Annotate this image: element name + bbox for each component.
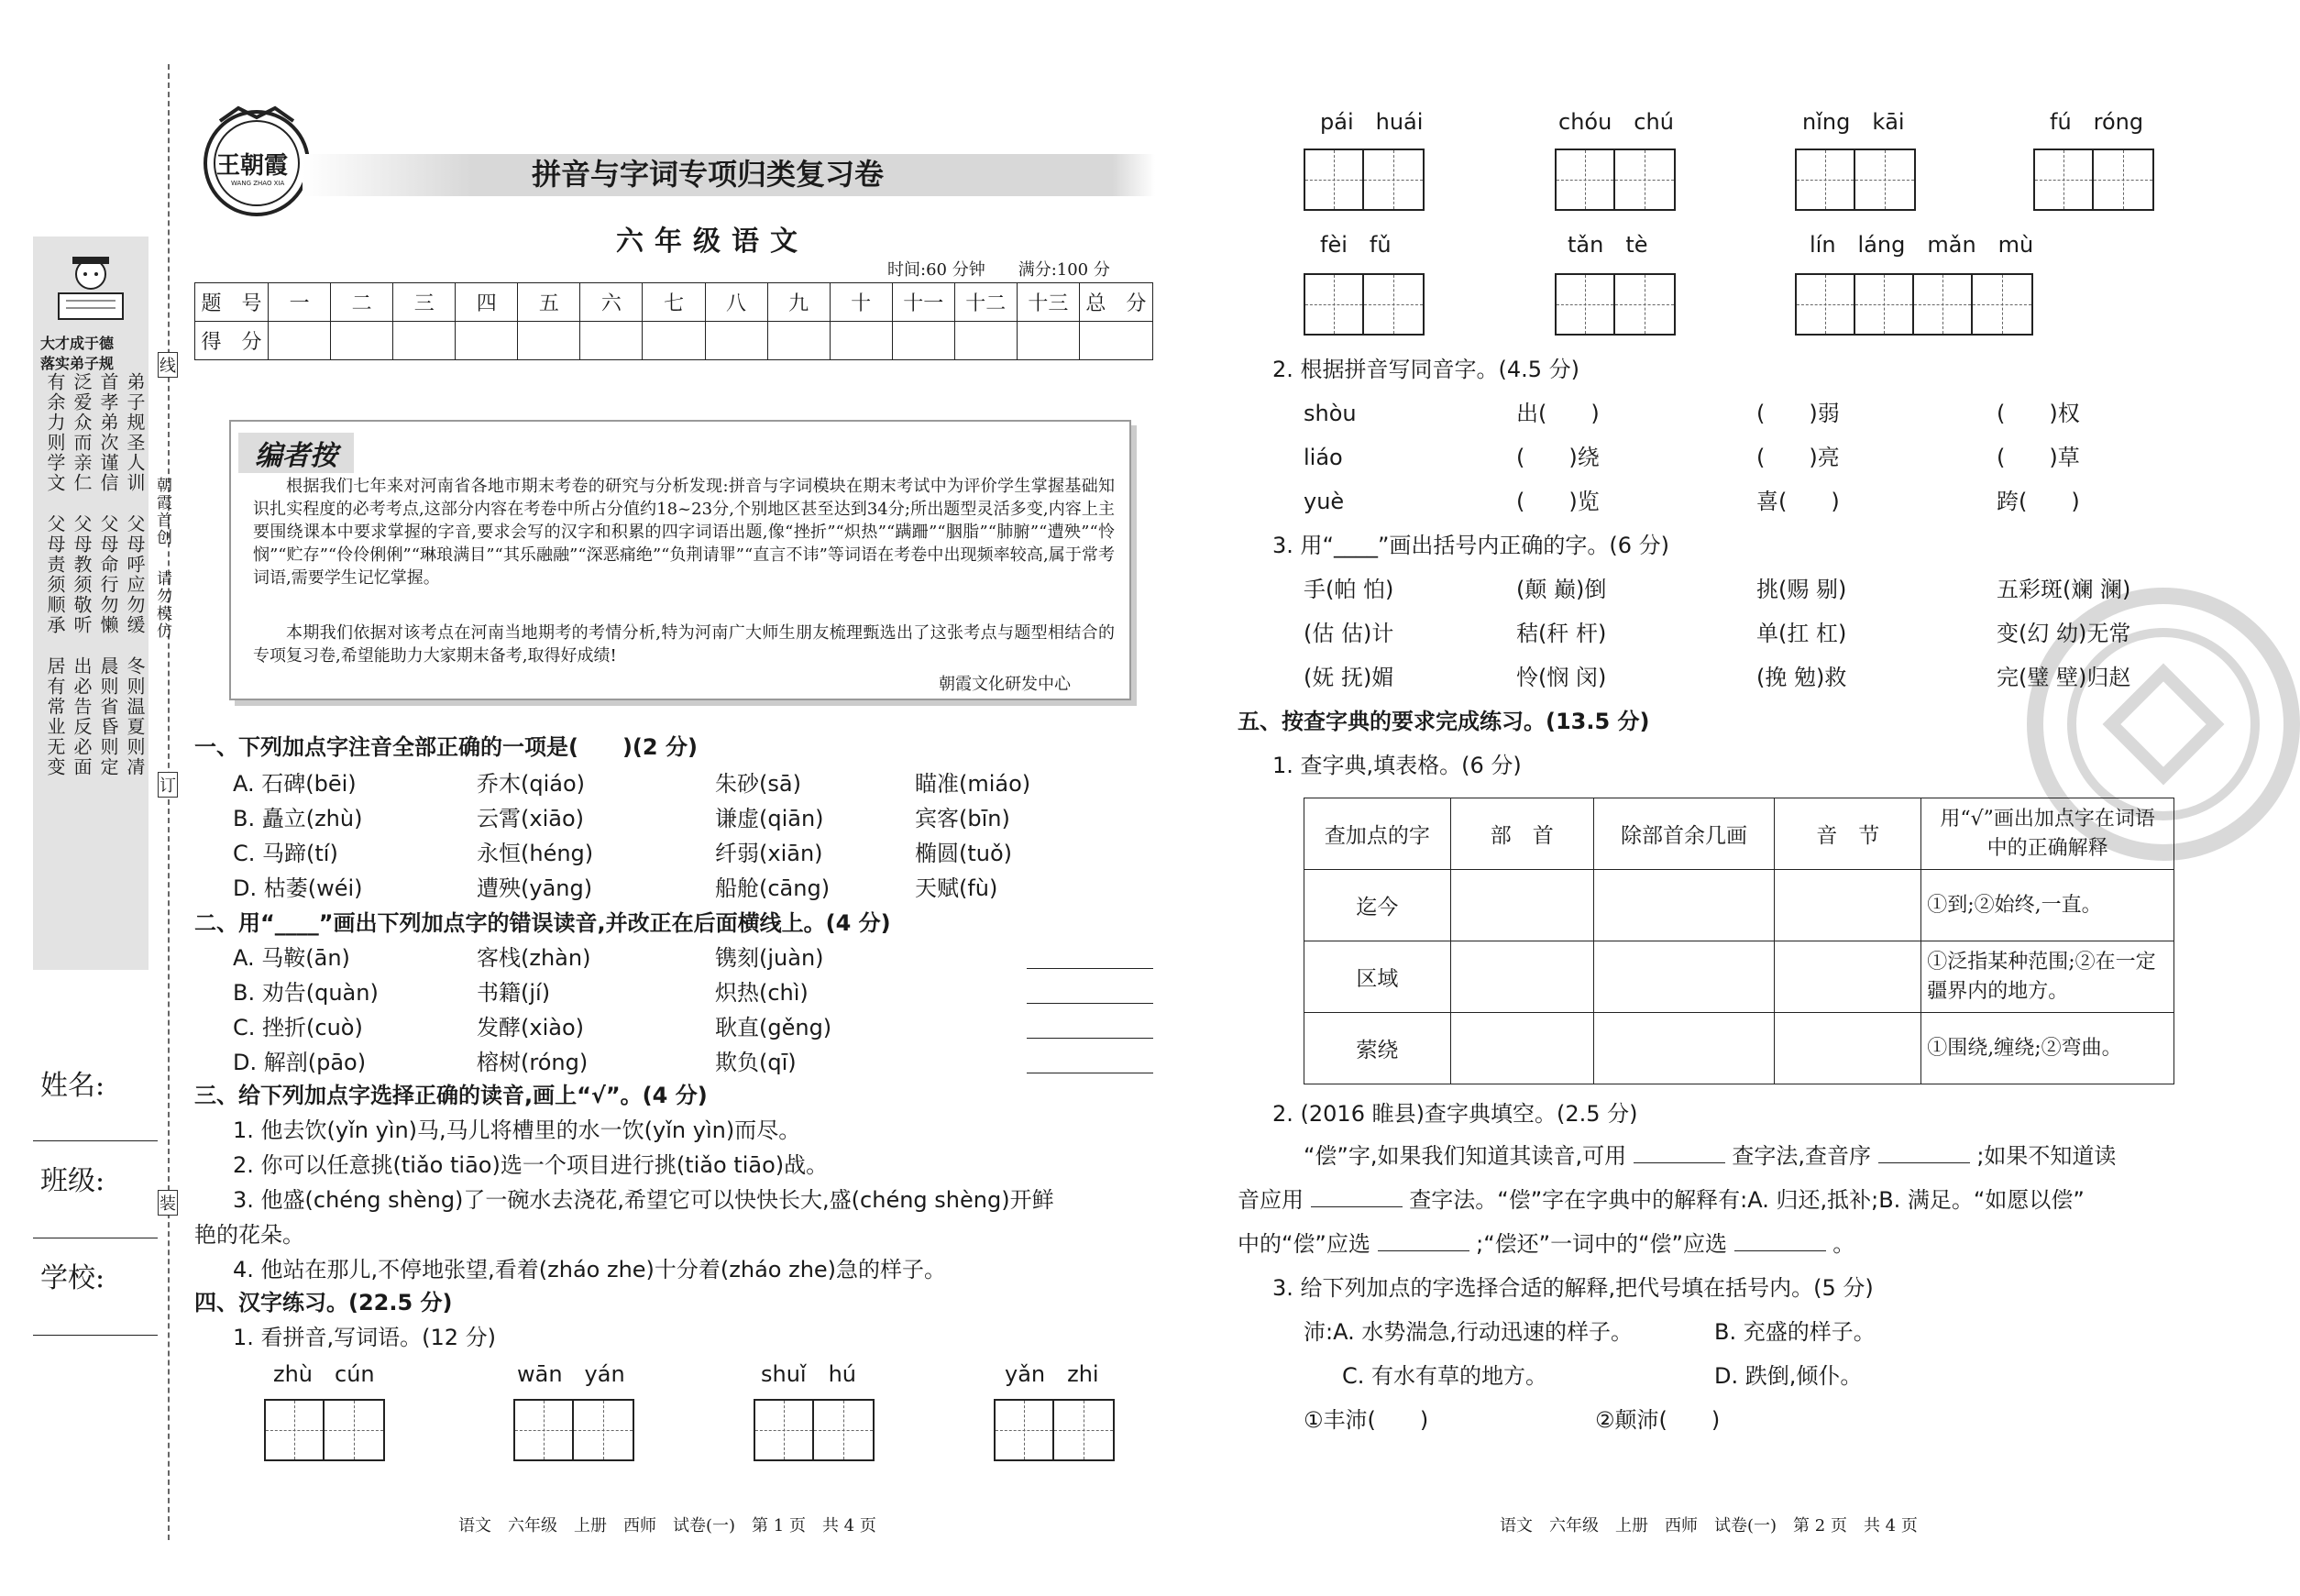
score-cell[interactable] [643,322,705,360]
dict-header: 查加点的字 [1304,798,1451,870]
q1-option: 瞄准(miáo) [915,771,1031,797]
q5-2-line2 [1238,1186,2085,1214]
time-info: 时间:60 分钟 满分:100 分 [887,260,1110,280]
char-choice[interactable]: 挑(赐 剔) [1756,577,1847,602]
q1-option: 遭殃(yāng) [477,875,593,901]
score-header-cell: 十二 [954,283,1017,322]
q1-title: 一、下列加点字注音全部正确的一项是( )(2 分) [194,734,698,760]
dict-cell[interactable] [1593,941,1775,1013]
q1-option: 朱砂(sā) [715,771,801,797]
side-note-2: 请勿模仿 [153,570,171,640]
homophone-blank[interactable]: 出( ) [1516,401,1600,426]
q5-2-text: 音应用 [1238,1187,1304,1213]
q5-3-option: C. 有水有草的地方。 [1342,1363,1548,1389]
dict-word: 萦绕 [1304,1013,1451,1084]
homophone-blank[interactable]: 喜( ) [1756,489,1840,514]
q2-option: 榕树(róng) [477,1050,589,1075]
homophone-blank[interactable]: ( )弱 [1756,401,1840,426]
brand-logo-text: 王朝霞 [216,152,289,180]
q2-option: 书籍(jí) [477,980,551,1006]
q2-option: 客栈(zhàn) [477,945,591,971]
name-field[interactable] [33,1140,158,1141]
editor-note-box [229,420,1131,700]
score-header-cell: 八 [705,283,767,322]
dict-header: 除部首余几画 [1593,798,1775,870]
score-cell[interactable] [393,322,456,360]
editor-note-title: 编者按 [238,433,354,473]
score-cell[interactable] [705,322,767,360]
writing-grid[interactable] [754,1399,875,1461]
q5-2-line1 [1304,1142,2116,1170]
q1-option: 椭圆(tuǒ) [915,841,1013,866]
writing-grid[interactable] [1555,149,1676,211]
sidebar-col: 有余力则学文 [44,372,66,493]
score-cell[interactable] [830,322,892,360]
cut-mark-1: 线 [158,352,178,378]
homophone-blank[interactable]: ( )绕 [1516,445,1600,470]
motto-line-1: 大才成于德 [40,335,115,352]
score-table [194,282,1153,360]
editor-note-p1: 根据我们七年来对河南省各地市期末考卷的研究与分析发现:拼音与字词模块在期末考试中为评价学生掌握基础知识扎实程度的必考考点,这部分内容在考卷中所占分值约18~23分,个别地区甚至达到34分;所出题型灵活多变,内容上主要围绕课本中要求掌握的字音,要求会写的汉字和积累的四字词语出题,像“挫折”“炽热”“蹒跚”“胭脂”“肺腑”“遭殃”“怜悯”“贮存”“伶伶俐俐”“琳琅满目”“其乐融融”“深恶痛绝”“负荆请罪”“直言不讳”等词语在考卷中出现频率较高,属于常考词语,需要学生记忆掌握。 [253,477,1115,588]
q5-3-answer[interactable]: ①丰沛( ) [1304,1407,1429,1433]
sidebar-col: 首孝弟次谨信 [97,372,119,493]
q2-option: A. 马鞍(ān) [233,945,350,971]
homophone-blank[interactable]: ( )览 [1516,489,1600,514]
school-field[interactable] [33,1335,158,1336]
score-header-cell: 六 [580,283,643,322]
q4-2-title: 2. 根据拼音写同音字。(4.5 分) [1272,357,1580,382]
q5-2-blank[interactable] [1634,1162,1725,1163]
pinyin-label: wān yán [517,1361,625,1387]
q2-option: 镌刻(juàn) [715,945,824,971]
score-header-cell: 九 [767,283,830,322]
left-footer: 语文 六年级 上册 西师 试卷(一) 第 1 页 共 4 页 [458,1516,876,1535]
pinyin-label: zhù cún [273,1361,375,1387]
dictionary-table [1304,798,2174,1084]
score-header-cell: 四 [456,283,518,322]
cut-mark-2: 订 [158,772,178,798]
score-cell[interactable] [767,322,830,360]
q2-answer-line[interactable] [1027,1038,1153,1039]
char-choice[interactable]: (估 估)计 [1304,621,1394,646]
q5-2-text: “偿”字,如果我们知道其读音,可用 [1304,1143,1627,1169]
homophone-pinyin: yuè [1304,489,1345,514]
q2-title: 二、用“____”画出下列加点字的错误读音,并改正在后面横线上。(4 分) [194,910,891,936]
sidebar-motto-panel [33,237,149,970]
dict-cell[interactable] [1775,941,1921,1013]
writing-grid[interactable] [1795,149,1916,211]
sidebar-col: 弟子规圣人训 [124,372,146,493]
q2-option: D. 解剖(pāo) [233,1050,367,1075]
char-choice[interactable]: (妩 抚)媚 [1304,665,1394,690]
pinyin-label: yǎn zhi [1005,1361,1099,1387]
score-cell[interactable] [954,322,1017,360]
score-cell[interactable] [1017,322,1079,360]
sidebar-col: 父母责须顺承 [44,514,66,635]
char-choice[interactable]: 变(幻 幼)无常 [1997,621,2131,646]
q5-2-text: 。 [1832,1231,1855,1257]
score-header-cell: 五 [518,283,580,322]
q5-2-text: ;如果不知道读 [1976,1143,2117,1169]
score-cell[interactable] [456,322,518,360]
q5-2-text: ;“偿还”一词中的“偿”应选 [1476,1231,1727,1257]
score-header-cell: 题 号 [195,283,269,322]
q2-option: 炽热(chì) [715,980,809,1006]
dict-header: 音 节 [1775,798,1921,870]
q1-option: D. 枯萎(wéi) [233,875,363,901]
q2-option: C. 挫折(cuò) [233,1015,363,1040]
q4-3-title: 3. 用“____”画出括号内正确的字。(6 分) [1272,533,1670,558]
score-cell[interactable] [892,322,954,360]
q5-2-text: 查字法,查音序 [1732,1143,1872,1169]
score-value-row [195,322,1153,360]
q5-2-blank[interactable] [1734,1250,1826,1251]
q5-3-option: B. 充盛的样子。 [1714,1319,1876,1345]
sidebar-col: 出必告反必面 [71,656,93,777]
dict-word: 迄今 [1304,870,1451,941]
name-label: 姓名: [40,1070,105,1102]
q2-option: 发酵(xiào) [477,1015,584,1040]
q1-option: C. 马蹄(tí) [233,841,338,866]
dict-cell[interactable] [1775,1013,1921,1084]
sidebar-col: 父母呼应勿缓 [124,514,146,635]
q1-option: 纤弱(xiān) [715,841,823,866]
char-choice[interactable]: 完(璧 壁)归赵 [1997,665,2131,690]
q1-option: 云霄(xiāo) [477,806,584,831]
q3-title: 三、给下列加点字选择正确的读音,画上“√”。(4 分) [194,1083,708,1108]
q5-3-answer[interactable]: ②颠沛( ) [1595,1407,1721,1433]
q5-2-blank[interactable] [1311,1206,1403,1207]
q5-title: 五、按查字典的要求完成练习。(13.5 分) [1238,709,1650,734]
char-choice[interactable]: 手(帕 怕) [1304,577,1394,602]
q5-2-text: 中的“偿”应选 [1238,1231,1370,1257]
q2-option: 耿直(gěng) [715,1015,832,1040]
dict-word: 区域 [1304,941,1451,1013]
score-label-cell: 得 分 [195,322,269,360]
q5-3-option: 沛:A. 水势湍急,行动迅速的样子。 [1304,1319,1633,1345]
sidebar-col: 晨则省昏则定 [97,656,119,777]
q1-option: 天赋(fù) [915,875,998,901]
writing-grid[interactable] [1304,149,1425,211]
char-choice[interactable]: 单(扛 杠) [1756,621,1847,646]
homophone-blank[interactable]: ( )草 [1997,445,2080,470]
pinyin-label: tǎn tè [1568,232,1648,258]
q1-option: A. 石碑(bēi) [233,771,357,797]
pinyin-label: chóu chú [1558,109,1674,135]
q5-3-option: D. 跌倒,倾仆。 [1714,1363,1863,1389]
pinyin-label: pái huái [1320,109,1424,135]
dict-cell[interactable] [1775,870,1921,941]
q5-3-title: 3. 给下列加点的字选择合适的解释,把代号填在括号内。(5 分) [1272,1275,1874,1301]
homophone-blank[interactable]: 跨( ) [1997,489,2080,514]
q1-option: 谦虚(qiān) [715,806,824,831]
dict-header: 用“√”画出加点字在词语中的正确解释 [1921,798,2174,870]
sidebar-col: 父母命行勿懒 [97,514,119,635]
score-header-cell: 三 [393,283,456,322]
dict-meaning[interactable]: ①泛指某种范围;②在一定疆界内的地方。 [1921,941,2174,1013]
homophone-pinyin: shòu [1304,401,1357,426]
q3-line: 1. 他去饮(yǐn yìn)马,马儿将槽里的水一饮(yǐn yìn)而尽。 [233,1117,801,1143]
char-choice[interactable]: (颠 巅)倒 [1516,577,1607,602]
score-cell[interactable] [269,322,331,360]
dict-meaning[interactable]: ①到;②始终,一直。 [1921,870,2174,941]
score-header-cell: 总 分 [1079,283,1152,322]
writing-grid[interactable] [1555,273,1676,336]
q3-line: 4. 他站在那儿,不停地张望,看着(zháo zhe)十分着(zháo zhe)急的样子。 [233,1257,947,1282]
writing-grid[interactable] [264,1399,385,1461]
writing-grid[interactable] [2033,149,2154,211]
homophone-blank[interactable]: ( )权 [1997,401,2080,426]
q2-answer-line[interactable] [1027,1003,1153,1004]
char-choice[interactable]: 五彩斑(斓 澜) [1997,577,2131,602]
writing-grid[interactable] [1304,273,1425,336]
pinyin-label: nǐng kāi [1802,109,1905,135]
sidebar-col: 冬则温夏则凊 [124,656,146,777]
pinyin-label: shuǐ hú [761,1361,857,1387]
sidebar-col: 父母教须敬听 [71,514,93,635]
q5-2-title: 2. (2016 睢县)查字典填空。(2.5 分) [1272,1101,1638,1127]
binding-line [168,64,170,1540]
q3-line: 3. 他盛(chéng shèng)了一碗水去浇花,希望它可以快快长大,盛(chéng shèng)开鲜 [233,1187,1054,1213]
header-title: 拼音与字词专项归类复习卷 [532,157,885,192]
homophone-blank[interactable]: ( )亮 [1756,445,1840,470]
dict-cell[interactable] [1450,870,1593,941]
editor-note-p2: 本期我们依据对该考点在河南当地期考的考情分析,特为河南广大师生朋友梳理甄选出了这张考点与题型相结合的专项复习卷,希望能助力大家期末备考,取得好成绩! [253,623,1115,666]
q3-line: 艳的花朵。 [194,1222,304,1248]
q5-2-text: 查字法。“偿”字在字典中的解释有:A. 归还,抵补;B. 满足。“如愿以偿” [1409,1187,2085,1213]
pinyin-label: fú róng [2050,109,2144,135]
q4-title: 四、汉字练习。(22.5 分) [194,1290,453,1315]
class-label: 班级: [40,1165,105,1197]
q2-option: 欺负(qī) [715,1050,797,1075]
q1-option: 乔木(qiáo) [477,771,586,797]
school-label: 学校: [40,1262,105,1294]
score-header-cell: 二 [331,283,393,322]
char-choice[interactable]: 怜(悯 闵) [1516,665,1607,690]
scholar-figure-icon [40,242,141,334]
right-footer: 语文 六年级 上册 西师 试卷(一) 第 2 页 共 4 页 [1500,1516,1918,1535]
score-header-cell: 十一 [892,283,954,322]
q1-option: 永恒(héng) [477,841,594,866]
q4-sub1: 1. 看拼音,写词语。(12 分) [233,1325,497,1350]
q5-2-blank[interactable] [1378,1250,1469,1251]
writing-grid[interactable] [1795,273,2033,336]
q2-option: B. 劝告(quàn) [233,980,379,1006]
score-cell[interactable] [1079,322,1152,360]
q5-2-blank[interactable] [1878,1162,1970,1163]
char-choice[interactable]: 秸(秆 杆) [1516,621,1607,646]
q1-option: 宾客(bīn) [915,806,1010,831]
score-cell[interactable] [518,322,580,360]
q5-sub1: 1. 查字典,填表格。(6 分) [1272,753,1522,778]
score-header-cell: 一 [269,283,331,322]
score-header-row [195,283,1153,322]
dict-cell[interactable] [1450,1013,1593,1084]
dict-cell[interactable] [1593,870,1775,941]
dict-cell[interactable] [1593,1013,1775,1084]
cut-mark-3: 装 [158,1190,178,1216]
score-cell[interactable] [331,322,393,360]
brand-logo-subtext: WANG ZHAO XIA [231,180,285,187]
dict-header: 部 首 [1450,798,1593,870]
char-choice[interactable]: (挽 勉)救 [1756,665,1847,690]
subject-title: 六年级语文 [616,226,809,258]
dict-cell[interactable] [1450,941,1593,1013]
score-cell[interactable] [580,322,643,360]
q1-option: 船舱(cāng) [715,875,831,901]
q5-2-line3 [1238,1230,1854,1258]
pinyin-label: lín láng mǎn mù [1810,232,2034,258]
q3-line: 2. 你可以任意挑(tiǎo tiāo)选一个项目进行挑(tiǎo tiāo)战。 [233,1152,829,1178]
sidebar-col: 泛爱众而亲仁 [71,372,93,493]
pinyin-label: fèi fǔ [1320,232,1392,258]
score-header-cell: 十三 [1017,283,1079,322]
dict-meaning[interactable]: ①围绕,缠绕;②弯曲。 [1921,1013,2174,1084]
motto-line-2: 落实弟子规 [40,355,115,372]
score-header-cell: 十 [830,283,892,322]
editor-note-sign: 朝霞文化研发中心 [939,675,1071,694]
homophone-pinyin: liáo [1304,445,1343,470]
q2-answer-line[interactable] [1027,968,1153,969]
score-header-cell: 七 [643,283,705,322]
writing-grid[interactable] [994,1399,1115,1461]
sidebar-col: 居有常业无变 [44,656,66,777]
q1-option: B. 矗立(zhù) [233,806,363,831]
writing-grid[interactable] [513,1399,634,1461]
side-note-1: 朝霞首创 [153,477,171,546]
